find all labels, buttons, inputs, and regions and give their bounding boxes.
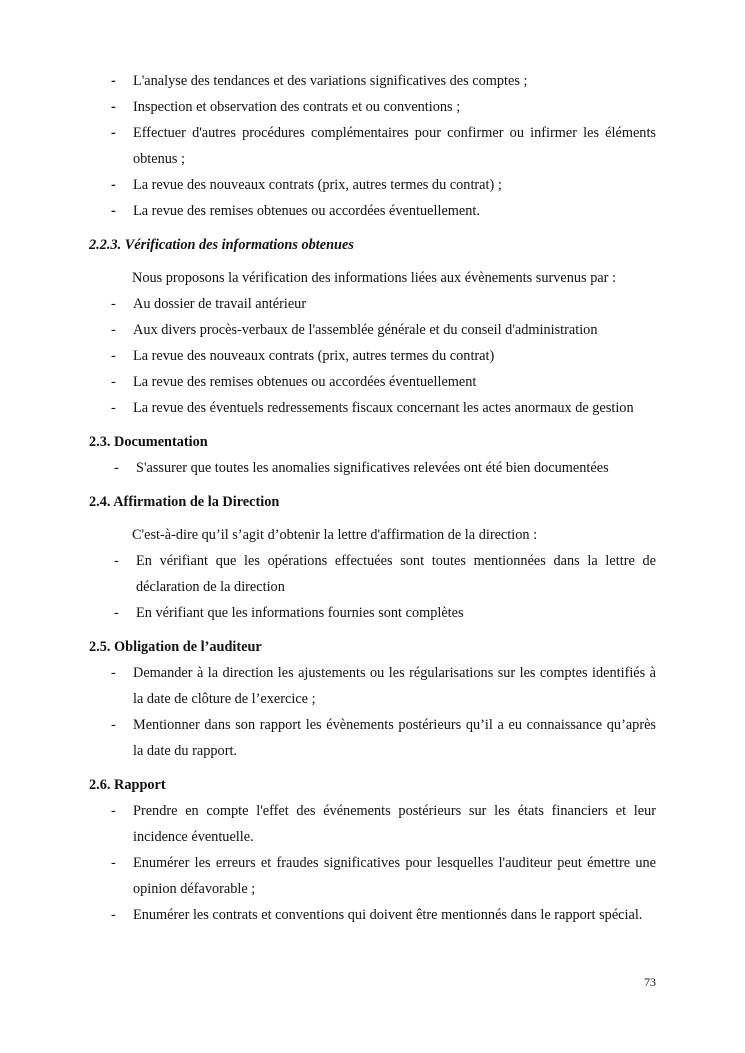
auditor-obligation-list (89, 660, 656, 764)
bullet-dash: - (111, 203, 116, 219)
bullet-dash: - (114, 605, 119, 621)
list-item-text: Aux divers procès-verbaux de l'assemblée générale et du conseil d'administration (133, 322, 598, 338)
documentation-list (89, 455, 656, 481)
bullet-dash: - (111, 99, 116, 115)
list-item-text: La revue des nouveaux contrats (prix, autres termes du contrat) (133, 348, 495, 364)
list-item (89, 902, 656, 928)
list-item (89, 198, 656, 224)
bullet-dash: - (111, 803, 116, 819)
list-item (89, 798, 656, 850)
affirmation-list (89, 548, 656, 626)
section-heading-2-5: 2.5. Obligation de l’auditeur (89, 639, 262, 655)
list-item (89, 120, 656, 172)
bullet-dash: - (114, 460, 119, 476)
list-item-text: Mentionner dans son rapport les évènements postérieurs qu’il a eu connaissance qu’après la date du rapport. (133, 717, 656, 759)
list-item (89, 317, 656, 343)
list-item (89, 660, 656, 712)
list-item (89, 343, 656, 369)
list-item (89, 369, 656, 395)
list-item-text: L'analyse des tendances et des variations significatives des comptes ; (133, 73, 528, 89)
bullet-dash: - (114, 553, 119, 569)
list-item-text: La revue des éventuels redressements fiscaux concernant les actes anormaux de gestion (133, 400, 634, 416)
section-intro-2-2-3: Nous proposons la vérification des informations liées aux évènements survenus par : (132, 270, 616, 286)
list-item (89, 291, 656, 317)
section-heading-2-4: 2.4. Affirmation de la Direction (89, 494, 280, 510)
list-item-text: Enumérer les erreurs et fraudes significatives pour lesquelles l'auditeur peut émettre une opinion défavorable ; (133, 855, 656, 897)
list-item-text: Prendre en compte l'effet des événements postérieurs sur les états financiers et leur incidence éventuelle. (133, 803, 656, 845)
list-item (89, 850, 656, 902)
bullet-dash: - (111, 348, 116, 364)
bullet-dash: - (111, 665, 116, 681)
page-content (89, 68, 656, 928)
list-item (89, 455, 656, 481)
procedures-list (89, 68, 656, 224)
list-item-text: Effectuer d'autres procédures complémentaires pour confirmer ou infirmer les éléments obtenus ; (133, 125, 656, 167)
list-item-text: Enumérer les contrats et conventions qui doivent être mentionnés dans le rapport spécial. (133, 907, 643, 923)
report-list (89, 798, 656, 928)
list-item (89, 600, 656, 626)
bullet-dash: - (111, 400, 116, 416)
list-item-text: En vérifiant que les informations fournies sont complètes (136, 605, 464, 621)
bullet-dash: - (111, 855, 116, 871)
verification-list (89, 291, 656, 421)
list-item-text: Au dossier de travail antérieur (133, 296, 307, 312)
list-item (89, 172, 656, 198)
bullet-dash: - (111, 717, 116, 733)
list-item (89, 548, 656, 600)
section-heading-2-6: 2.6. Rapport (89, 777, 166, 793)
list-item-text: S'assurer que toutes les anomalies significatives relevées ont été bien documentées (136, 460, 609, 476)
list-item-text: La revue des nouveaux contrats (prix, autres termes du contrat) ; (133, 177, 502, 193)
list-item (89, 395, 656, 421)
bullet-dash: - (111, 125, 116, 141)
bullet-dash: - (111, 73, 116, 89)
list-item-text: Demander à la direction les ajustements ou les régularisations sur les comptes identifiés à la date de clôture de l’exercice ; (133, 665, 656, 707)
list-item-text: En vérifiant que les opérations effectuées sont toutes mentionnées dans la lettre de déclaration de la direction (136, 553, 656, 595)
section-intro-2-4: C'est-à-dire qu’il s’agit d’obtenir la lettre d'affirmation de la direction : (132, 527, 538, 543)
list-item-text: La revue des remises obtenues ou accordées éventuellement. (133, 203, 480, 219)
bullet-dash: - (111, 907, 116, 923)
bullet-dash: - (111, 296, 116, 312)
bullet-dash: - (111, 322, 116, 338)
list-item-text: La revue des remises obtenues ou accordées éventuellement (133, 374, 477, 390)
list-item-text: Inspection et observation des contrats et ou conventions ; (133, 99, 461, 115)
page-number: 73 (644, 975, 656, 989)
bullet-dash: - (111, 177, 116, 193)
section-heading-2-2-3: 2.2.3. Vérification des informations obtenues (89, 237, 354, 253)
section-heading-2-3: 2.3. Documentation (89, 434, 208, 450)
list-item (89, 94, 656, 120)
bullet-dash: - (111, 374, 116, 390)
list-item (89, 68, 656, 94)
list-item (89, 712, 656, 764)
